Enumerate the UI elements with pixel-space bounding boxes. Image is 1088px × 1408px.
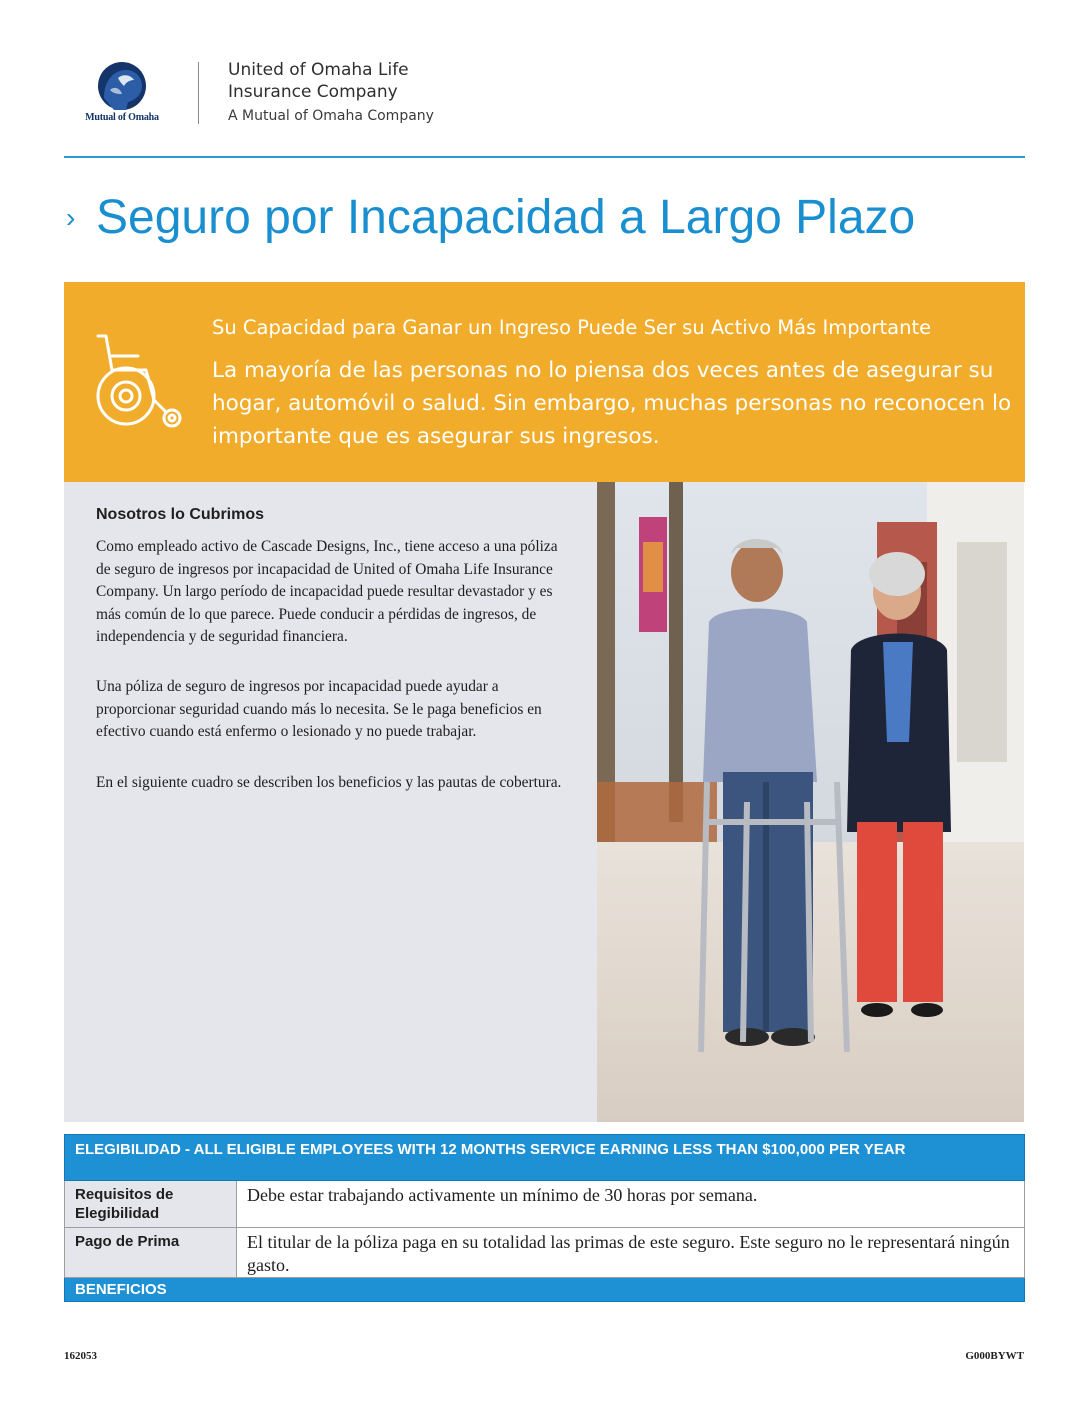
table-row: [64, 1181, 1025, 1228]
intro-paragraph: Una póliza de seguro de ingresos por incapacidad puede ayudar a proporcionar seguridad cuando más lo necesita. Se le paga beneficios en efectivo cuando está enfermo o lesionado y no puede trabajar.: [96, 678, 542, 741]
row-value: Debe estar trabajando activamente un mínimo de 30 horas por semana.: [247, 1185, 758, 1205]
eligibility-header: ELEGIBILIDAD - ALL ELIGIBLE EMPLOYEES WITH 12 MONTHS SERVICE EARNING LESS THAN $100,000 PER YEAR: [64, 1134, 1025, 1181]
company-tagline: A Mutual of Omaha Company: [228, 108, 434, 124]
intro-paragraph: En el siguiente cuadro se describen los beneficios y las pautas de cobertura.: [96, 774, 562, 791]
wheelchair-icon: [92, 330, 184, 430]
company-name-line1: United of Omaha Life: [228, 60, 409, 80]
row-label: Pago de Prima: [65, 1228, 237, 1277]
table-row: [64, 1228, 1025, 1278]
row-label: Requisitos de Elegibilidad: [65, 1181, 237, 1227]
footer-document-id: G000BYWT: [965, 1350, 1024, 1362]
benefits-header: BENEFICIOS: [64, 1278, 1025, 1302]
logo-wordmark: Mutual of Omaha: [85, 112, 159, 123]
couple-walking-photo: [597, 482, 1024, 1122]
row-value: El titular de la póliza paga en su totalidad las primas de este seguro. Este seguro no le representará ningún gasto.: [247, 1232, 1010, 1275]
intro-paragraph: Como empleado activo de Cascade Designs, Inc., tiene acceso a una póliza de seguro de ingresos por incapacidad de United of Omaha Life Insurance Company. Un largo período de incapacidad puede resultar devastador y es más común de lo que parece. Puede conducir a pérdidas de ingresos, de independencia y de seguridad financiera.: [96, 538, 558, 646]
intro-heading: Nosotros lo Cubrimos: [96, 506, 265, 523]
title-chevron-icon: ›: [66, 202, 76, 233]
header-rule: [64, 156, 1025, 158]
coverage-table: [64, 1134, 1025, 1302]
banner-body-text: La mayoría de las personas no lo piensa dos veces antes de asegurar su hogar, automóvil o salud. Sin embargo, muchas personas no reconocen lo importante que es asegurar sus ingresos.: [212, 358, 1012, 449]
company-name-line2: Insurance Company: [228, 82, 398, 102]
page-title: Seguro por Incapacidad a Largo Plazo: [96, 191, 916, 244]
footer-form-code: 162053: [64, 1350, 97, 1362]
banner-heading: Su Capacidad para Ganar un Ingreso Puede Ser su Activo Más Importante: [212, 316, 932, 339]
header-divider: [198, 62, 199, 124]
